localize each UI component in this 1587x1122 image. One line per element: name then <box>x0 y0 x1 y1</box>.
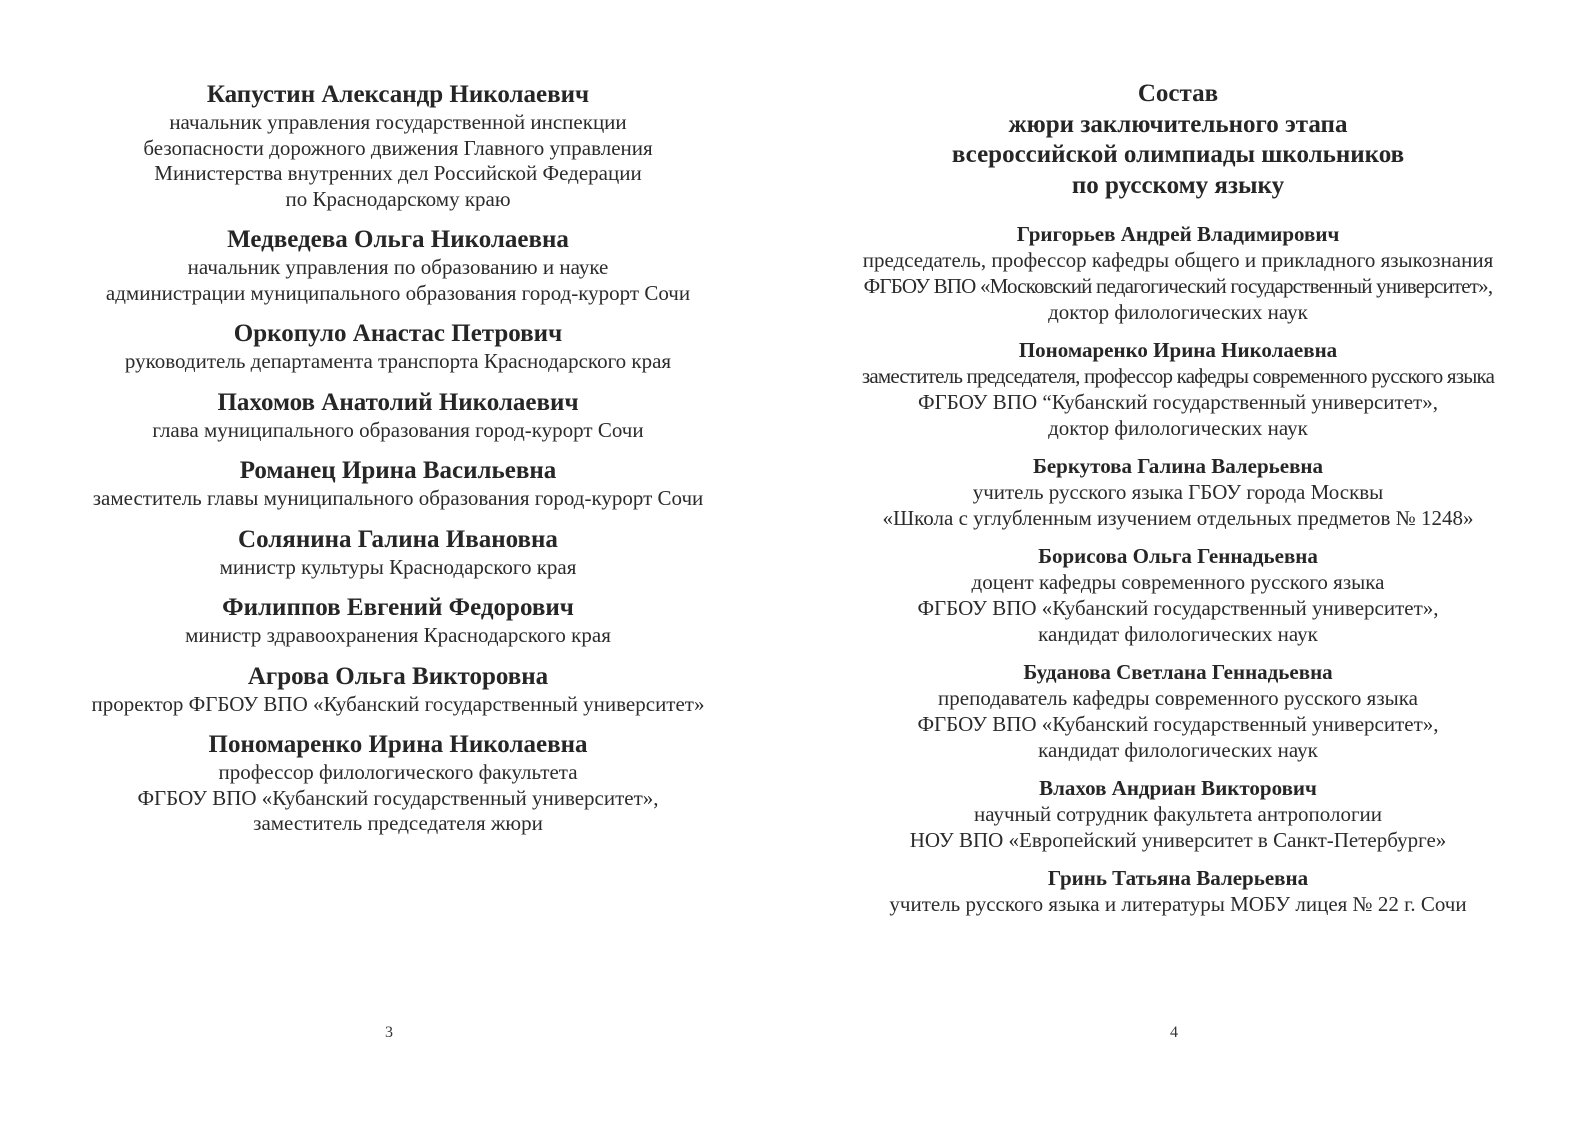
jury-entry <box>838 659 1518 763</box>
member-name: Пахомов Анатолий Николаевич <box>217 388 579 416</box>
member-position-line: администрации муниципального образования город-курорт Сочи <box>105 280 691 305</box>
member-position-line: начальник управления государственной инспекции <box>169 110 627 134</box>
member-position-line: проректор ФГБОУ ВПО «Кубанский государственный университет» <box>91 691 705 716</box>
member-position-line: НОУ ВПО «Европейский университет в Санкт-Петербурге» <box>909 828 1447 852</box>
jury-entry <box>838 775 1518 853</box>
jury-entry <box>52 525 744 581</box>
member-name: Пономаренко Ирина Николаевна <box>1018 338 1338 362</box>
jury-entry <box>838 865 1518 917</box>
member-name: Влахов Андриан Викторович <box>1039 776 1317 800</box>
jury-entry <box>52 319 744 375</box>
member-name: Романец Ирина Васильевна <box>239 457 557 484</box>
member-position-line: научный сотрудник факультета антропологии <box>973 802 1383 826</box>
jury-entry <box>52 388 744 444</box>
jury-entry <box>52 730 744 837</box>
jury-entry <box>838 221 1518 325</box>
member-position-line: министр культуры Краснодарского края <box>219 554 577 579</box>
page-number-right: 4 <box>1170 1024 1178 1041</box>
member-position-line: заместитель главы муниципального образования город-курорт Сочи <box>92 486 704 510</box>
member-position-line: кандидат филологических наук <box>1038 622 1318 646</box>
member-position-line: начальник управления по образованию и науке <box>187 255 609 279</box>
member-name: Пономаренко Ирина Николаевна <box>208 731 588 758</box>
member-position-line: доцент кафедры современного русского языка <box>971 570 1385 594</box>
jury-entry <box>838 453 1518 531</box>
page-title <box>838 79 1518 201</box>
member-position-line: «Школа с углубленным изучением отдельных предметов № 1248» <box>882 506 1474 530</box>
member-position-line: руководитель департамента транспорта Краснодарского края <box>124 349 672 373</box>
jury-entry <box>52 593 744 649</box>
jury-entry <box>838 337 1518 441</box>
jury-entry <box>52 80 744 212</box>
member-name: Филиппов Евгений Федорович <box>222 594 574 621</box>
member-position-line: министр здравоохранения Краснодарского края <box>185 623 611 647</box>
member-position-line: доктор филологических наук <box>1048 300 1308 324</box>
jury-entry <box>52 225 744 306</box>
member-name: Григорьев Андрей Владимирович <box>1016 222 1340 246</box>
jury-entry <box>52 456 744 512</box>
member-name: Гринь Татьяна Валерьевна <box>1047 866 1309 890</box>
title-line: Состав <box>1137 80 1219 107</box>
member-position-line: ФГБОУ ВПО «Кубанский государственный университет», <box>917 712 1439 736</box>
member-position-line: ФГБОУ ВПО «Кубанский государственный университет», <box>137 785 659 810</box>
title-line: по русскому языку <box>1071 171 1285 199</box>
title-line: жюри заключительного этапа <box>1008 110 1348 138</box>
member-position-line: председатель, профессор кафедры общего и прикладного языкознания <box>862 248 1494 272</box>
member-position-line: преподаватель кафедры современного русского языка <box>938 686 1418 710</box>
member-name: Оркопуло Анастас Петрович <box>233 320 563 347</box>
member-name: Солянина Галина Ивановна <box>238 525 558 553</box>
member-position-line: ФГБОУ ВПО «Кубанский государственный университет», <box>917 596 1439 620</box>
page-number-left: 3 <box>385 1024 393 1041</box>
member-position-line: ФГБОУ ВПО “Кубанский государственный университет», <box>918 390 1438 414</box>
member-position-line: учитель русского языка и литературы МОБУ лицея № 22 г. Сочи <box>889 892 1467 916</box>
member-name: Капустин Александр Николаевич <box>206 81 590 108</box>
right-page <box>838 79 1518 929</box>
member-name: Медведева Ольга Николаевна <box>227 226 569 253</box>
member-position-line: глава муниципального образования город-курорт Сочи <box>152 417 644 442</box>
member-name: Борисова Ольга Геннадьевна <box>1038 544 1318 568</box>
member-position-line: профессор филологического факультета <box>218 760 578 784</box>
member-position-line: заместитель председателя жюри <box>253 811 543 835</box>
left-page <box>52 80 744 850</box>
title-line: всероссийской олимпиады школьников <box>951 141 1405 168</box>
jury-entry <box>52 662 744 718</box>
member-position-line: безопасности дорожного движения Главного управления <box>143 135 653 160</box>
jury-entry <box>838 543 1518 647</box>
member-position-line: Министерства внутренних дел Российской Федерации <box>154 161 642 185</box>
member-position-line: учитель русского языка ГБОУ города Москвы <box>972 480 1384 504</box>
member-name: Буданова Светлана Геннадьевна <box>1023 660 1333 684</box>
member-position-line: заместитель председателя, профессор кафедры современного русского языка <box>861 364 1495 388</box>
member-position-line: ФГБОУ ВПО «Московский педагогический государственный университет», <box>863 274 1493 298</box>
member-name: Беркутова Галина Валерьевна <box>1032 454 1324 478</box>
member-name: Агрова Ольга Викторовна <box>247 662 549 690</box>
member-position-line: кандидат филологических наук <box>1038 738 1318 762</box>
member-position-line: доктор филологических наук <box>1048 416 1308 440</box>
member-position-line: по Краснодарскому краю <box>285 186 511 211</box>
